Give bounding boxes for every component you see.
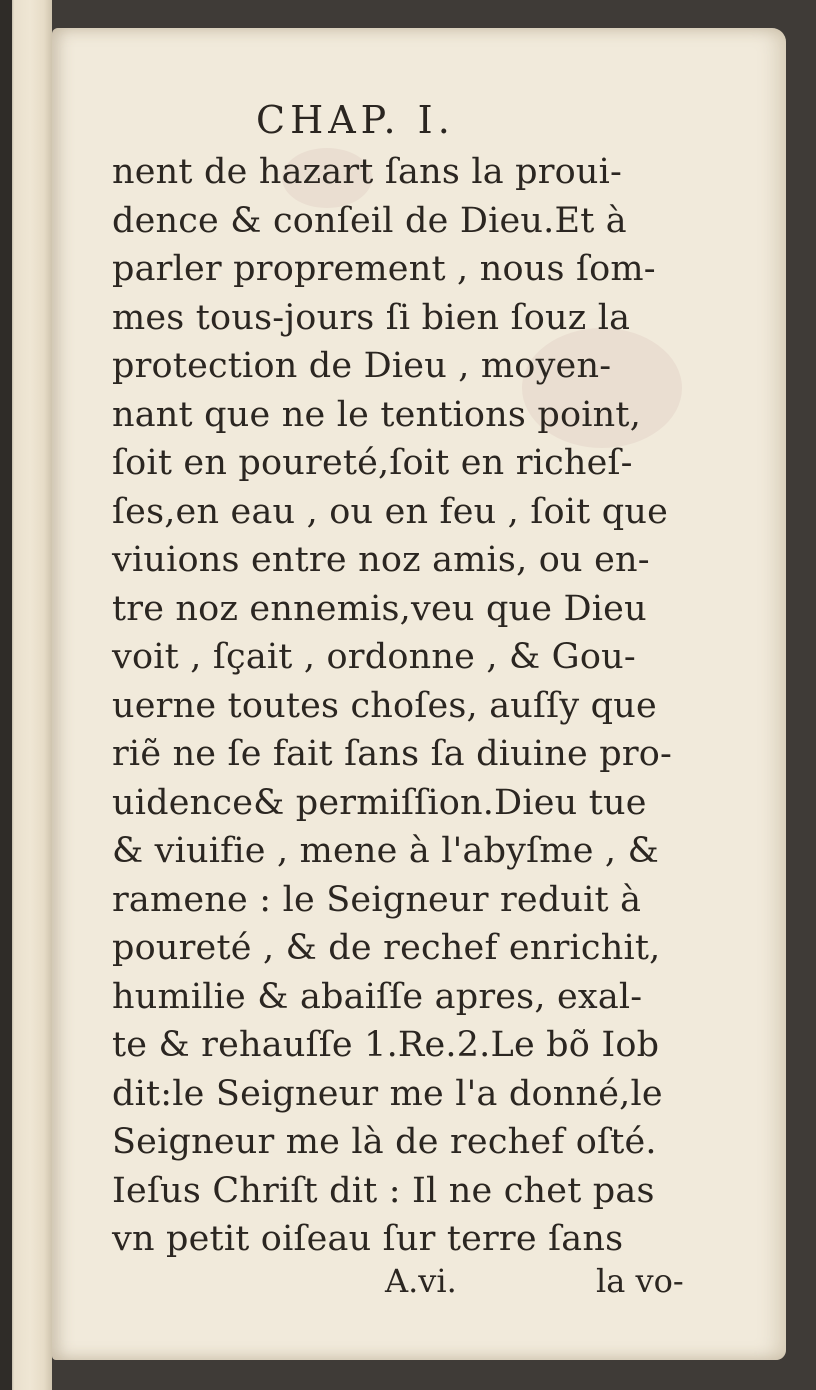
text-line: voit , ſçait , ordonne , & Gou-	[112, 637, 636, 677]
text-line: ſoit en poureté,ſoit en richeſ-	[112, 443, 633, 483]
text-line: Seigneur me là de rechef oſté.	[112, 1122, 657, 1162]
book-spine	[0, 0, 52, 1390]
text-line: ramene : le Seigneur reduit à	[112, 879, 642, 920]
text-line: te & rehauſſe 1.Re.2.Le bõ Iob	[112, 1025, 660, 1065]
text-line: tre noz ennemis,veu que Dieu	[112, 588, 647, 629]
text-line: nant que ne le tentions point,	[112, 394, 642, 435]
spine-edge	[0, 0, 12, 1390]
text-line: dit:le Seigneur me l'a donné,le	[112, 1073, 663, 1114]
text-line: uerne toutes choſes, auſſy que	[112, 685, 657, 726]
text-line: ſes,en eau , ou en feu , ſoit que	[112, 491, 669, 532]
body-text	[112, 148, 712, 1264]
text-line: mes tous-jours ſi bien ſouz la	[112, 297, 631, 338]
text-line: protection de Dieu , moyen-	[112, 346, 612, 386]
text-line: Ieſus Chriſt dit : Il ne chet pas	[112, 1170, 655, 1211]
chapter-header: CHAP. I.	[256, 98, 455, 142]
text-line: viuions entre noz amis, ou en-	[112, 540, 650, 580]
text-line: riẽ ne ſe fait ſans ſa diuine pro-	[112, 734, 673, 774]
text-line: parler proprement , nous ſom-	[112, 249, 656, 289]
text-line: & viuifie , mene à l'abyſme , &	[112, 831, 659, 871]
text-line: nent de hazart ſans la proui-	[112, 152, 623, 192]
text-line: poureté , & de rechef enrichit,	[112, 928, 661, 968]
text-line: vn petit oiſeau ſur terre ſans	[112, 1219, 624, 1259]
text-line: uidence& permiſſion.Dieu tue	[112, 782, 647, 823]
catchword: la vo-	[596, 1262, 684, 1300]
text-line: humilie & abaiſſe apres, exal-	[112, 976, 643, 1017]
text-line: dence & conſeil de Dieu.Et à	[112, 200, 627, 241]
signature-mark: A.vi.	[385, 1262, 457, 1300]
